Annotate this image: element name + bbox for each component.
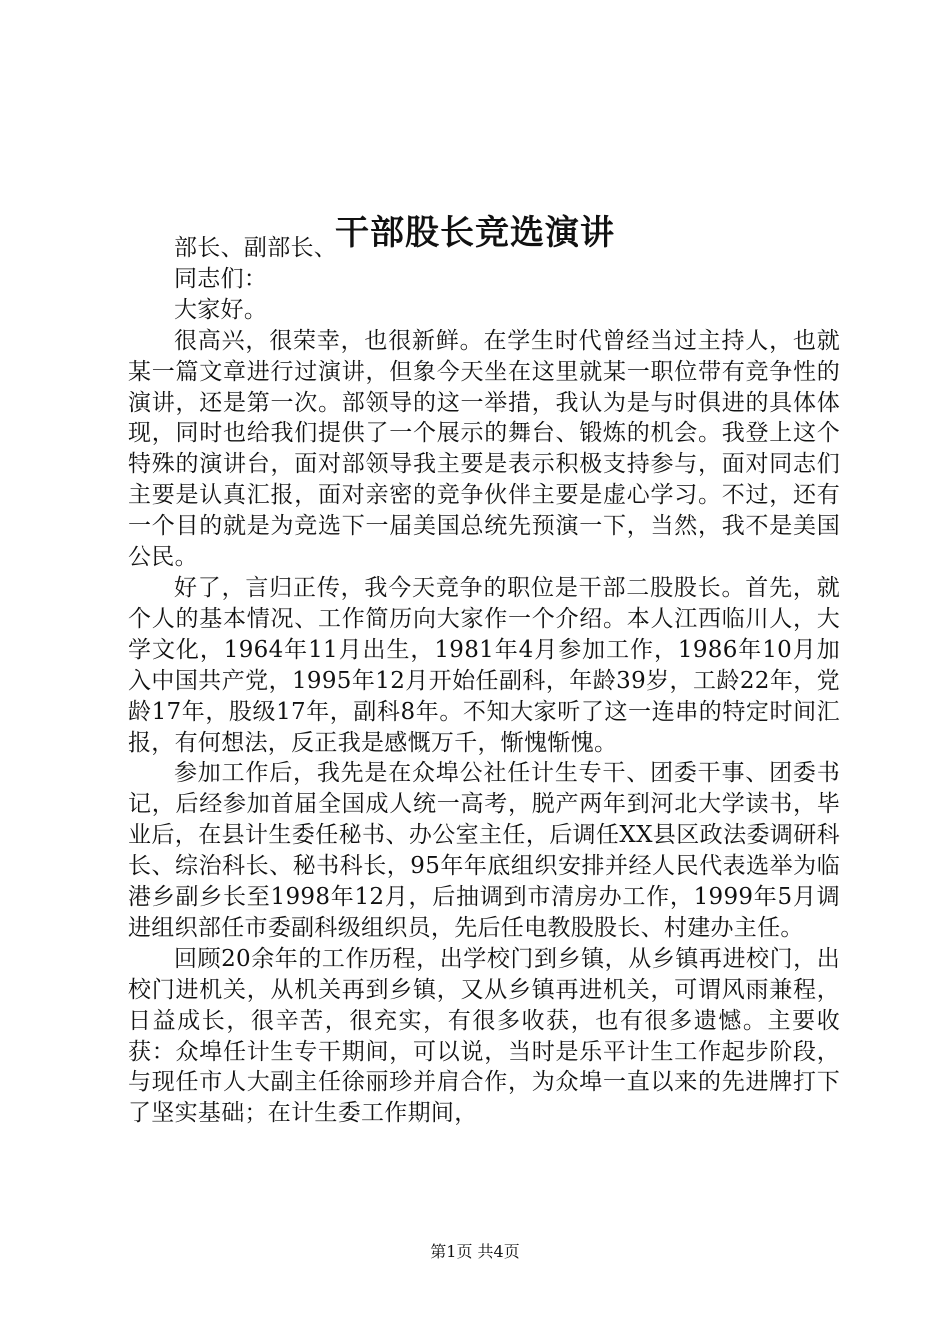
body-paragraph: 回顾20余年的工作历程，出学校门到乡镇，从乡镇再进校门，出校门进机关，从机关再到乡镇，又从乡镇再进机关，可谓风雨兼程，日益成长，很辛苦，很充实，有很多收获，也有很多遗憾。主要收获：众埠任计生专干期间，可以说，当时是乐平计生工作起步阶段，与现任市人大副主任徐丽珍并肩合作，为众埠一直以来的先进牌打下了坚实基础；在计生委工作期间， xyxy=(128,945,840,1127)
body-paragraph: 好了，言归正传，我今天竞争的职位是干部二股股长。首先，就个人的基本情况、工作简历向大家作一个介绍。本人江西临川人，大学文化，1964年11月出生，1981年4月参加工作，1986年10月加入中国共产党，1995年12月开始任副科，年龄39岁，工龄22年，党龄17年，股级17年，副科8年。不知大家听了这一连串的特定时间汇报，有何想法，反正我是感慨万千，惭愧惭愧。 xyxy=(128,574,840,756)
page-number-footer: 第1页 共4页 xyxy=(430,1242,520,1261)
body-paragraph: 很高兴，很荣幸，也很新鲜。在学生时代曾经当过主持人，也就某一篇文章进行过演讲，但象今天坐在这里就某一职位带有竞争性的演讲，还是第一次。部领导的这一举措，我认为是与时俱进的具体体现，同时也给我们提供了一个展示的舞台、锻炼的机会。我登上这个特殊的演讲台，面对部领导我主要是表示积极支持参与，面对同志们主要是认真汇报，面对亲密的竞争伙伴主要是虚心学习。不过，还有一个目的就是为竞选下一届美国总统先预演一下，当然，我不是美国公民。 xyxy=(128,327,840,571)
document-body xyxy=(128,233,840,1129)
salutation-leaders: 部长、副部长、 xyxy=(174,235,338,261)
greeting: 大家好。 xyxy=(174,296,268,323)
body-paragraph: 参加工作后，我先是在众埠公社任计生专干、团委干事、团委书记，后经参加首届全国成人统一高考，脱产两年到河北大学读书，毕业后，在县计生委任秘书、办公室主任，后调任XX县区政法委调研科长、综治科长、秘书科长，95年年底组织安排并经人民代表选举为临港乡副乡长至1998年12月，后抽调到市清房办工作，1999年5月调进组织部任市委副科级组织员，先后任电教股股长、村建办主任。 xyxy=(128,760,840,941)
document-title: 干部股长竞选演讲 xyxy=(335,212,615,253)
salutation-comrades: 同志们： xyxy=(174,265,268,292)
